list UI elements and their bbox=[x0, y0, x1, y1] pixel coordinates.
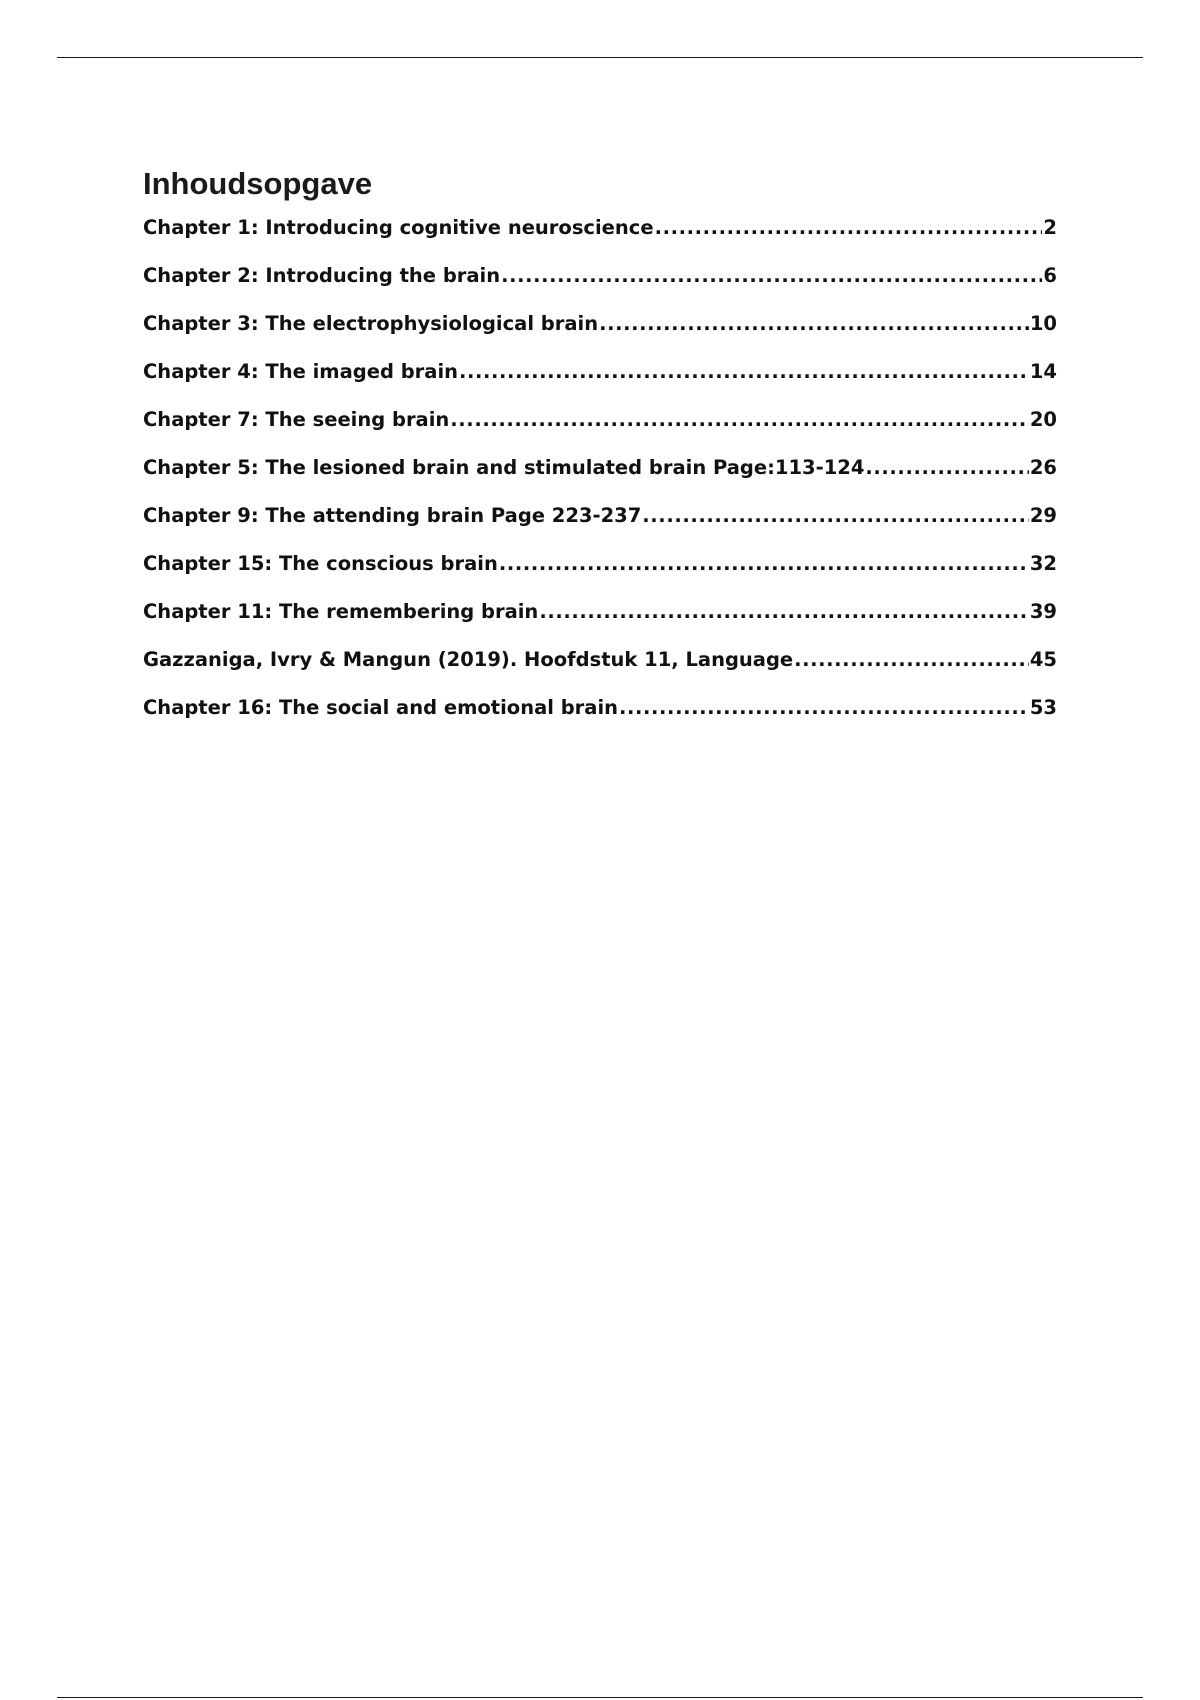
toc-entry-page: 26 bbox=[1029, 456, 1057, 479]
toc-dot-leader bbox=[539, 600, 1029, 624]
toc-entry[interactable] bbox=[143, 504, 1057, 552]
toc-entry[interactable] bbox=[143, 600, 1057, 648]
toc-dot-leader bbox=[501, 264, 1042, 288]
toc-entry[interactable] bbox=[143, 312, 1057, 360]
toc-entry-label: Chapter 16: The social and emotional brain bbox=[143, 696, 619, 719]
toc-entry[interactable] bbox=[143, 360, 1057, 408]
toc-dot-leader bbox=[655, 216, 1043, 240]
toc-entry[interactable] bbox=[143, 552, 1057, 600]
toc-entry-page: 20 bbox=[1029, 408, 1057, 431]
toc-entry-label: Gazzaniga, Ivry & Mangun (2019). Hoofdstuk 11, Language bbox=[143, 648, 794, 671]
toc-entry[interactable] bbox=[143, 408, 1057, 456]
toc-entry-label: Chapter 4: The imaged brain bbox=[143, 360, 459, 383]
toc-entry[interactable] bbox=[143, 456, 1057, 504]
toc-entry-label: Chapter 7: The seeing brain bbox=[143, 408, 450, 431]
toc-dot-leader bbox=[794, 648, 1029, 672]
toc-dot-leader bbox=[499, 552, 1029, 576]
toc-dot-leader bbox=[599, 312, 1029, 336]
toc-dot-leader bbox=[459, 360, 1029, 384]
toc-entry-label: Chapter 5: The lesioned brain and stimulated brain Page:113-124 bbox=[143, 456, 865, 479]
toc-entry-page: 45 bbox=[1029, 648, 1057, 671]
toc-entry-page: 53 bbox=[1029, 696, 1057, 719]
toc-entry[interactable] bbox=[143, 264, 1057, 312]
toc-entry[interactable] bbox=[143, 648, 1057, 696]
toc-list bbox=[143, 216, 1057, 744]
toc-entry-label: Chapter 15: The conscious brain bbox=[143, 552, 498, 575]
toc-entry-page: 29 bbox=[1029, 504, 1057, 527]
toc-dot-leader bbox=[642, 504, 1029, 528]
toc-entry-label: Chapter 9: The attending brain Page 223-237 bbox=[143, 504, 642, 527]
toc-entry-label: Chapter 1: Introducing cognitive neuroscience bbox=[143, 216, 654, 239]
toc-entry[interactable] bbox=[143, 216, 1057, 264]
header-rule bbox=[57, 57, 1143, 58]
table-of-contents bbox=[143, 164, 1057, 744]
toc-entry-label: Chapter 11: The remembering brain bbox=[143, 600, 539, 623]
toc-entry-page: 2 bbox=[1043, 216, 1057, 239]
toc-entry[interactable] bbox=[143, 696, 1057, 744]
toc-entry-page: 39 bbox=[1029, 600, 1057, 623]
toc-dot-leader bbox=[865, 456, 1028, 480]
toc-dot-leader bbox=[450, 408, 1029, 432]
toc-entry-label: Chapter 3: The electrophysiological brain bbox=[143, 312, 599, 335]
toc-dot-leader bbox=[619, 696, 1029, 720]
toc-entry-page: 32 bbox=[1029, 552, 1057, 575]
toc-title: Inhoudsopgave bbox=[143, 166, 373, 201]
toc-entry-page: 14 bbox=[1029, 360, 1057, 383]
toc-entry-page: 6 bbox=[1043, 264, 1057, 287]
toc-entry-label: Chapter 2: Introducing the brain bbox=[143, 264, 501, 287]
footer-rule bbox=[57, 1697, 1143, 1698]
toc-entry-page: 10 bbox=[1029, 312, 1057, 335]
